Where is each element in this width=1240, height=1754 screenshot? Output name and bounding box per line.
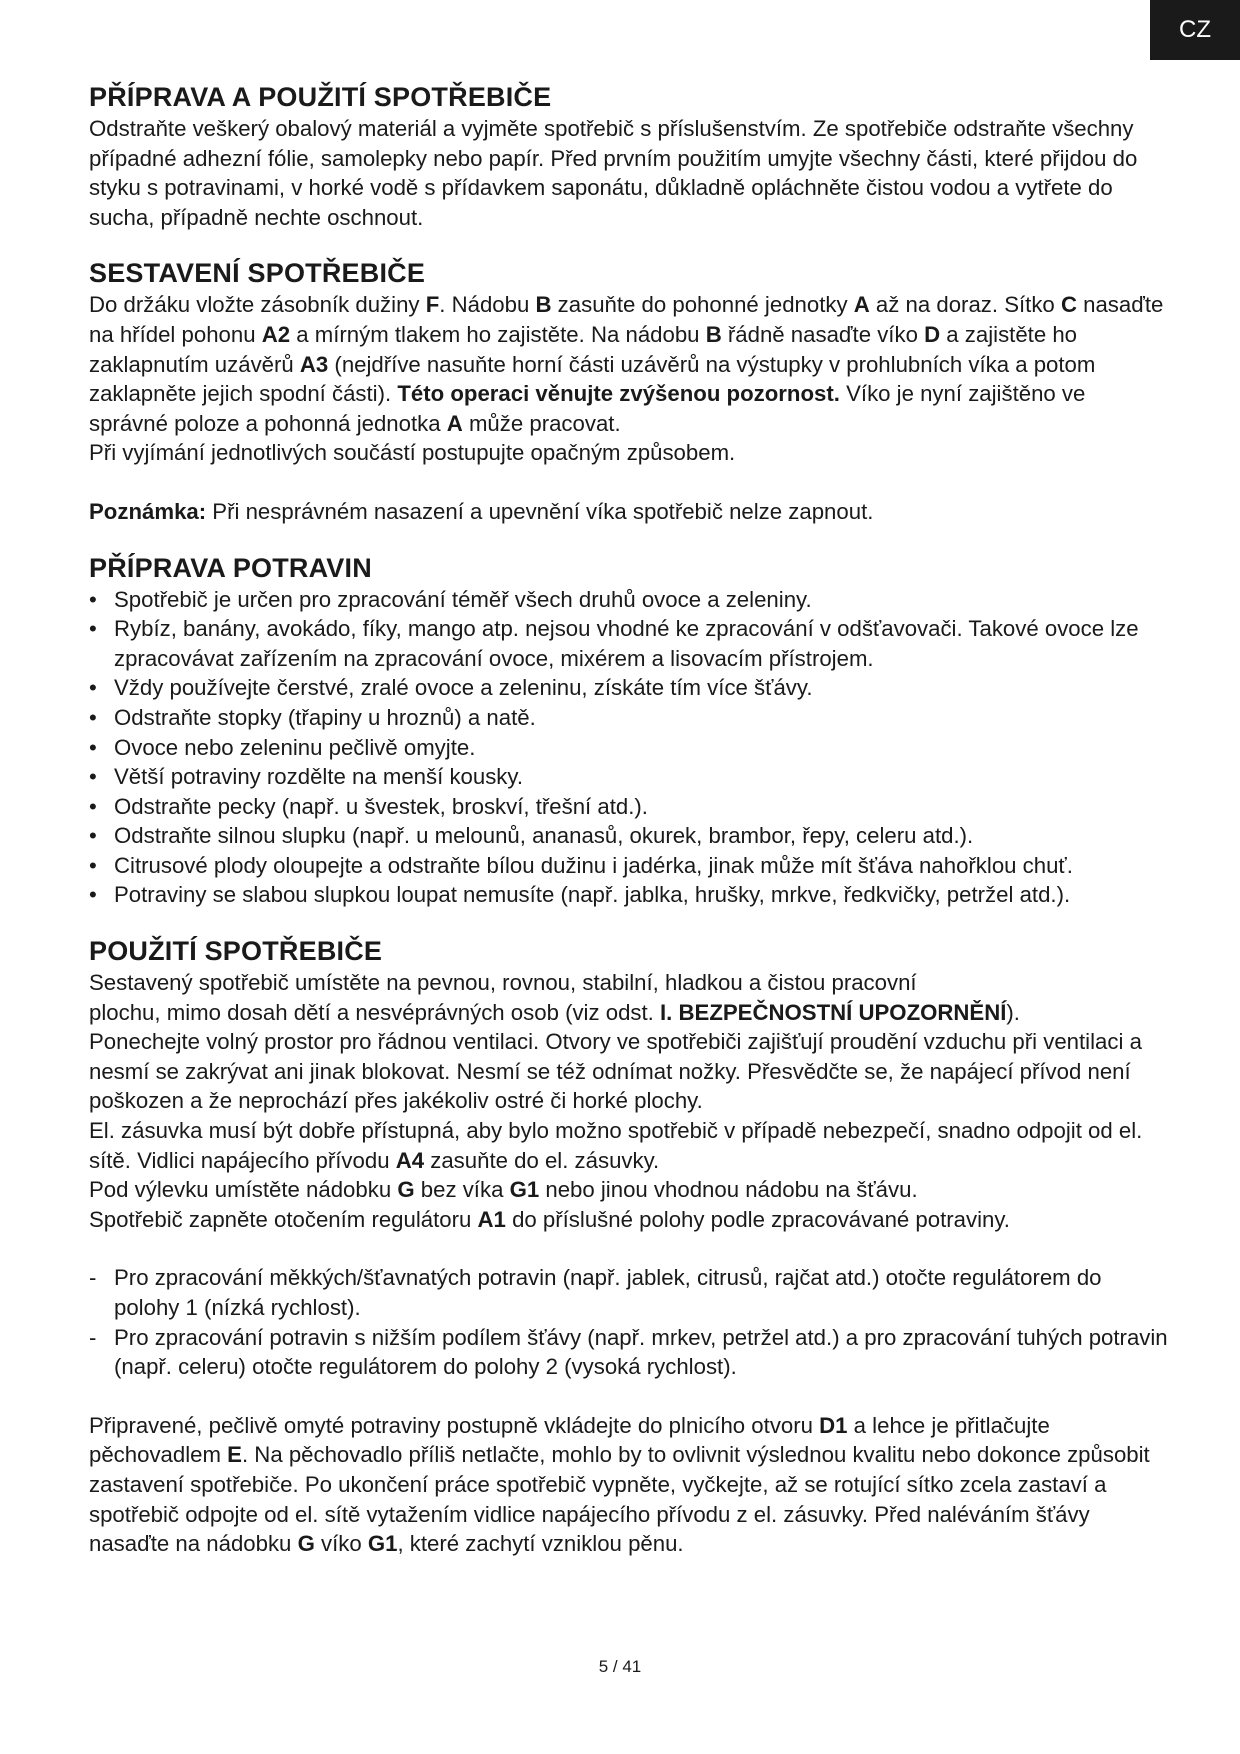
usage-socket: El. zásuvka musí být dobře přístupná, aby bylo možno spotřebič v případě nebezpečí, snadno odpojit od el. sítě. Vidlici napájecího přívodu A4 zasuňte do el. zásuvky. xyxy=(89,1118,1143,1173)
usage-final-paragraph: Připravené, pečlivě omyté potraviny postupně vkládejte do plnicího otvoru D1 a lehce je přitlačujte pěchovadlem E. Na pěchovadlo příliš netlačte, mohlo by to ovlivnit výslednou kvalitu nebo dokonce způsobit zastavení spotřebiče. Po ukončení práce spotřebič vypněte, vyčkejte, až se rotující sítko zcela zastaví a spotřebič odpojte od el. sítě vytažením vidlice napájecího přívodu z el. zásuvky. Před naléváním šťávy nasaďte na nádobku G víko G1, které zachytí vzniklou pěnu. xyxy=(89,1412,1150,1557)
assembly-note: Poznámka: Při nesprávném nasazení a upevnění víka spotřebič nelze zapnout. xyxy=(89,498,874,524)
section-title-preparation: PŘÍPRAVA A POUŽITÍ SPOTŘEBIČE xyxy=(89,82,552,112)
list-item: • Vždy používejte čerstvé, zralé ovoce a zeleninu, získáte tím více šťávy. xyxy=(89,673,1169,703)
assembly-reverse-note: Při vyjímání jednotlivých součástí postupujte opačným způsobem. xyxy=(89,440,736,466)
list-item: - Pro zpracování potravin s nižším podílem šťávy (např. mrkev, petržel atd.) a pro zpracování tuhých potravin (např. celeru) otočte regulátorem do polohy 2 (vysoká rychlost). xyxy=(89,1323,1169,1382)
usage-container: Pod výlevku umístěte nádobku G bez víka G1 nebo jinou vhodnou nádobu na šťávu. xyxy=(89,1177,918,1203)
usage-line-1: Sestavený spotřebič umístěte na pevnou, rovnou, stabilní, hladkou a čistou pracovní xyxy=(89,970,917,996)
list-item: • Potraviny se slabou slupkou loupat nemusíte (např. jablka, hrušky, mrkve, ředkvičky, petržel atd.). xyxy=(89,880,1169,910)
list-item: - Pro zpracování měkkých/šťavnatých potravin (např. jablek, citrusů, rajčat atd.) otočte regulátorem do polohy 1 (nízká rychlost). xyxy=(89,1263,1169,1322)
list-item: • Citrusové plody oloupejte a odstraňte bílou dužinu i jadérka, jinak může mít šťáva nahořklou chuť. xyxy=(89,851,1169,881)
list-item: • Ovoce nebo zeleninu pečlivě omyjte. xyxy=(89,733,1169,763)
page-number: 5 / 41 xyxy=(598,1657,642,1676)
preparation-paragraph: Odstraňte veškerý obalový materiál a vyjměte spotřebič s příslušenstvím. Ze spotřebiče odstraňte všechny případné adhezní fólie, samolepky nebo papír. Před prvním použitím umyjte všechny části, které přijdou do styku s potravinami, v horké vodě s přídavkem saponátu, důkladně opláchněte čistou vodou a vytřete do sucha, případně nechte oschnout. xyxy=(89,116,1138,230)
section-title-usage: POUŽITÍ SPOTŘEBIČE xyxy=(89,936,383,967)
food-prep-list xyxy=(89,585,1169,911)
speed-settings-list xyxy=(89,1263,1169,1381)
list-item: • Odstraňte stopky (třapiny u hroznů) a natě. xyxy=(89,703,1169,733)
usage-switch-on: Spotřebič zapněte otočením regulátoru A1 do příslušné polohy podle zpracovávané potraviny. xyxy=(89,1206,1010,1232)
list-item: • Rybíz, banány, avokádo, fíky, mango atp. nejsou vhodné ke zpracování v odšťavovači. Takové ovoce lze zpracovávat zařízením na zpracování ovoce, mixérem a lisovacím přístrojem. xyxy=(89,614,1169,673)
list-item: • Větší potraviny rozdělte na menší kousky. xyxy=(89,762,1169,792)
list-item: • Spotřebič je určen pro zpracování téměř všech druhů ovoce a zeleniny. xyxy=(89,585,1169,615)
list-item: • Odstraňte pecky (např. u švestek, broskví, třešní atd.). xyxy=(89,792,1169,822)
section-title-assembly: SESTAVENÍ SPOTŘEBIČE xyxy=(89,258,426,289)
list-item: • Odstraňte silnou slupku (např. u melounů, ananasů, okurek, brambor, řepy, celeru atd.). xyxy=(89,821,1169,851)
usage-ventilation: Ponechejte volný prostor pro řádnou ventilaci. Otvory ve spotřebiči zajišťují proudění vzduchu při ventilaci a nesmí se zakrývat ani jinak blokovat. Nesmí se též odnímat nožky. Přesvědčte se, že napájecí přívod není poškozen a že neprochází přes jakékoliv ostré či horké plochy. xyxy=(89,1029,1142,1114)
usage-line-2: plochu, mimo dosah dětí a nesvéprávných osob (viz odst. I. BEZPEČNOSTNÍ UPOZORNĚNÍ). xyxy=(89,999,1020,1025)
section-title-food-prep: PŘÍPRAVA POTRAVIN xyxy=(89,552,372,583)
document-body xyxy=(89,80,1169,1559)
language-tab: CZ xyxy=(1150,0,1240,60)
assembly-paragraph: Do držáku vložte zásobník dužiny F. Nádobu B zasuňte do pohonné jednotky A až na doraz. Sítko C nasaďte na hřídel pohonu A2 a mírným tlakem ho zajistěte. Na nádobu B řádně nasaďte víko D a zajistěte ho zaklapnutím uzávěrů A3 (nejdříve nasuňte horní části uzávěrů na výstupky v prohlubních víka a potom zaklapněte jejich spodní části). Této operaci věnujte zvýšenou pozornost. Víko je nyní zajištěno ve správné poloze a pohonná jednotka A může pracovat. xyxy=(89,292,1164,436)
